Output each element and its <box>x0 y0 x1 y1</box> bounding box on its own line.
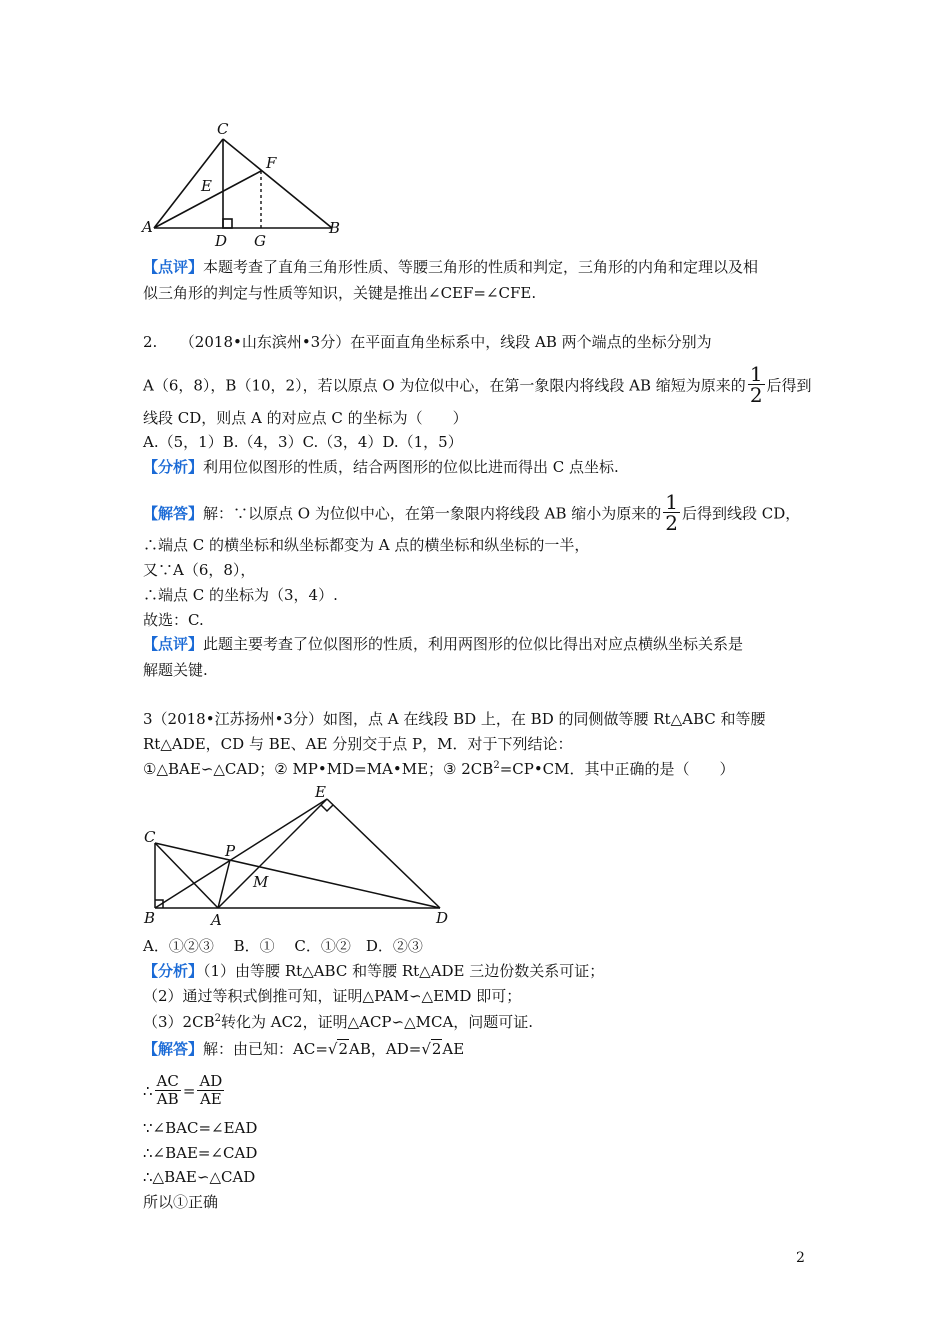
fraction-denominator: AE <box>199 1089 222 1108</box>
fraction-numerator: AD <box>199 1071 223 1090</box>
q3-analysis-line-2: （2）通过等积式倒推可知，证明△PAM∽△EMD 即可； <box>143 987 522 1005</box>
segment-ac <box>154 139 223 228</box>
label-c: C <box>144 828 156 846</box>
segment-cb <box>223 139 332 228</box>
label-e: E <box>315 783 326 801</box>
q2-solution-line-1 <box>143 490 801 535</box>
q2-solution-line-4: ∴端点 C 的坐标为（3，4）. <box>143 586 338 604</box>
analysis-tag: 【分析】 <box>143 962 204 980</box>
q2-review-line-2: 解题关键. <box>143 661 208 679</box>
solution-text-a: 解：由已知：AC= <box>203 1040 328 1058</box>
superscript: 2 <box>214 1013 221 1024</box>
fraction-numerator: 1 <box>665 490 678 514</box>
sqrt-2: √2 <box>327 1040 349 1058</box>
q2-stem-text-b: 后得到 <box>766 376 812 395</box>
fraction-denominator: 2 <box>665 511 678 535</box>
analysis-text: （1）由等腰 Rt△ABC 和等腰 Rt△ADE 三边份数关系可证； <box>203 962 605 980</box>
review-tag: 【点评】 <box>143 258 204 276</box>
superscript: 2 <box>493 760 500 771</box>
solution-text-b: AB，AD= <box>349 1040 422 1058</box>
q3-solution-line-4: ∴∠BAE=∠CAD <box>143 1144 258 1162</box>
q2-solution-line-2: ∴端点 C 的横坐标和纵坐标都变为 A 点的横坐标和纵坐标的一半， <box>143 536 590 554</box>
q3-solution-ratio <box>143 1072 226 1110</box>
review-line-1 <box>143 256 758 278</box>
q3-stem-text-a: ①△BAE∽△CAD；② MP•MD=MA•ME；③ 2CB <box>143 760 494 778</box>
q3-solution-line-6: 所以①正确 <box>143 1193 219 1211</box>
label-c: C <box>217 120 229 138</box>
label-m: M <box>253 873 269 891</box>
fraction-denominator: 2 <box>749 383 763 407</box>
analysis-text-b: 转化为 AC2，证明△ACP∽△MCA，问题可证. <box>220 1013 534 1031</box>
label-a: A <box>142 218 153 236</box>
fraction-numerator: AC <box>156 1071 179 1090</box>
segment-be <box>155 799 327 908</box>
solution-text-c: AE <box>442 1040 465 1058</box>
q3-stem-line-3 <box>143 758 735 780</box>
radicand: 2 <box>431 1040 442 1058</box>
q3-analysis-line-1 <box>143 960 604 982</box>
figure-isosceles-right-triangles <box>138 780 458 928</box>
analysis-text-a: （3）2CB <box>143 1013 215 1031</box>
sqrt-2: √2 <box>421 1040 442 1058</box>
label-b: B <box>144 909 156 927</box>
q2-options: A.（5，1）B.（4，3）C.（3，4）D.（1，5） <box>143 433 463 451</box>
solution-tag: 【解答】 <box>143 1040 204 1058</box>
review-text-1: 本题考查了直角三角形性质、等腰三角形的性质和判定，三角形的内角和定理以及相 <box>203 258 759 276</box>
q2-stem-line-1: 2. （2018•山东滨州•3分）在平面直角坐标系中，线段 AB 两个端点的坐标分别为 <box>143 333 712 351</box>
q2-fraction-half <box>748 364 765 405</box>
q3-stem-text-b: =CP•CM．其中正确的是（ ） <box>499 760 735 778</box>
equals-sign: = <box>182 1082 196 1100</box>
q2-stem-text-a: A（6，8），B（10，2），若以原点 O 为位似中心，在第一象限内将线段 AB 缩短为原来的 <box>143 376 746 395</box>
analysis-text: 利用位似图形的性质，结合两图形的位似比进而得出 C 点坐标. <box>203 458 619 476</box>
q2-stem-line-2 <box>143 362 812 407</box>
q2-review-line-1 <box>143 633 743 655</box>
segment-cd <box>155 843 440 908</box>
fraction-ad-ae <box>197 1073 224 1108</box>
figure-triangle-abc <box>140 118 350 250</box>
q2-solution-line-5: 故选：C. <box>143 611 204 629</box>
q3-solution-line-5: ∴△BAE∽△CAD <box>143 1168 256 1186</box>
q2-analysis <box>143 456 619 478</box>
segment-ca <box>155 843 218 908</box>
q2-stem-line-3: 线段 CD，则点 A 的对应点 C 的坐标为（ ） <box>143 409 468 427</box>
q3-options: A．①②③ B．① C．①② D．②③ <box>143 937 423 955</box>
label-a: A <box>211 911 222 928</box>
fraction-ac-ab <box>155 1073 181 1108</box>
review-tag: 【点评】 <box>143 635 204 653</box>
analysis-tag: 【分析】 <box>143 458 204 476</box>
solution-text-b: 后得到线段 CD， <box>681 504 801 523</box>
label-d: D <box>215 232 228 250</box>
label-b: B <box>329 219 341 237</box>
label-g: G <box>254 232 266 250</box>
q3-solution-line-3: ∵∠BAC=∠EAD <box>143 1119 258 1137</box>
fraction-denominator: AB <box>156 1089 179 1108</box>
radicand: 2 <box>338 1040 349 1058</box>
label-d: D <box>436 909 449 927</box>
right-angle-mark-e <box>321 805 333 811</box>
therefore-symbol: ∴ <box>143 1082 153 1100</box>
solution-tag: 【解答】 <box>143 504 204 523</box>
q3-analysis-line-3 <box>143 1011 533 1033</box>
fraction-numerator: 1 <box>749 362 763 386</box>
solution-text-a: 解：∵以原点 O 为位似中心，在第一象限内将线段 AB 缩小为原来的 <box>203 504 662 523</box>
q2-solution-line-3: 又∵A（6，8）， <box>143 561 256 579</box>
q3-stem-line-2: Rt△ADE，CD 与 BE、AE 分别交于点 P，M．对于下列结论： <box>143 735 573 753</box>
q3-stem-line-1: 3（2018•江苏扬州•3分）如图，点 A 在线段 BD 上，在 BD 的同侧做等腰 Rt△ABC 和等腰 <box>143 710 766 728</box>
review-text: 此题主要考查了位似图形的性质，利用两图形的位似比得出对应点横纵坐标关系是 <box>203 635 744 653</box>
label-p: P <box>225 842 236 860</box>
q3-solution-line-1 <box>143 1038 464 1060</box>
right-angle-mark <box>223 219 232 228</box>
review-line-2: 似三角形的判定与性质等知识，关键是推出∠CEF=∠CFE. <box>143 284 537 302</box>
label-f: F <box>266 154 277 172</box>
q2-solution-fraction <box>663 492 680 533</box>
page-number: 2 <box>796 1250 805 1266</box>
segment-ed <box>327 799 440 908</box>
label-e: E <box>201 177 212 195</box>
